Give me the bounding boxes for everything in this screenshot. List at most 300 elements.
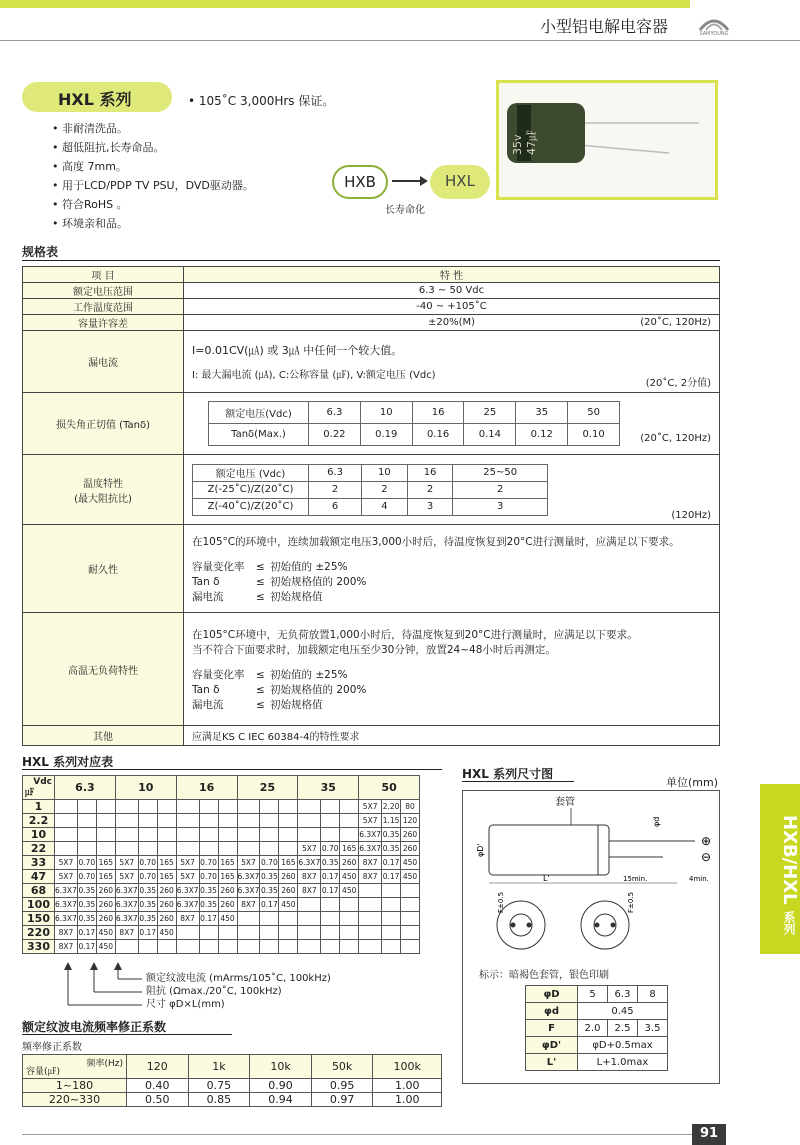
corr-cell: 8X7 bbox=[115, 926, 138, 940]
legend-ripple: 额定纹波电流 (mArms/105˚C, 100kHz) bbox=[146, 973, 331, 984]
corr-cell bbox=[199, 828, 218, 842]
samyoung-logo bbox=[694, 10, 734, 36]
spec-table bbox=[22, 266, 720, 746]
spec-label: 其他 bbox=[23, 726, 184, 746]
header-rule bbox=[0, 40, 800, 41]
corr-cell bbox=[218, 940, 237, 954]
corr-cap: 1 bbox=[23, 800, 55, 814]
corr-cell: 8X7 bbox=[359, 870, 382, 884]
corr-cell bbox=[298, 814, 321, 828]
corr-cell: 6.3X7 bbox=[359, 842, 382, 856]
corr-row bbox=[23, 870, 420, 884]
corr-cell: 0.35 bbox=[138, 912, 157, 926]
series-badge: HXL 系列 bbox=[22, 82, 172, 112]
corr-cell: 80 bbox=[401, 800, 420, 814]
corr-cell: 450 bbox=[157, 926, 176, 940]
flow-caption: 长寿命化 bbox=[385, 205, 425, 216]
flow-to-badge: HXL bbox=[430, 165, 490, 199]
feature-item: • 环境亲和品。 bbox=[52, 217, 128, 230]
corr-cell bbox=[199, 940, 218, 954]
corr-cell: 0.17 bbox=[260, 898, 279, 912]
corr-cell bbox=[401, 898, 420, 912]
corr-cell: 5X7 bbox=[55, 856, 78, 870]
temp-value: 4 bbox=[362, 498, 408, 515]
corr-cell bbox=[115, 828, 138, 842]
corr-cell bbox=[321, 814, 340, 828]
req-op: ≤ bbox=[256, 560, 265, 573]
dim-key: φD bbox=[526, 986, 578, 1003]
corr-cell: 165 bbox=[218, 870, 237, 884]
svg-text:4min.: 4min. bbox=[689, 875, 709, 883]
series-headline: • 105˚C 3,000Hrs 保证。 bbox=[188, 94, 335, 108]
corr-cell: 450 bbox=[218, 912, 237, 926]
corr-cell: 5X7 bbox=[237, 856, 260, 870]
leakage-formula: I=0.01CV(㎂) 或 3㎂ 中任何一个较大值。 bbox=[192, 344, 403, 357]
corner-uf: ㎌ bbox=[25, 788, 35, 798]
corr-cell bbox=[401, 940, 420, 954]
corr-cell: 0.35 bbox=[138, 898, 157, 912]
ripple-value: 1.00 bbox=[373, 1093, 442, 1107]
req-value: 初始规格值 bbox=[270, 698, 323, 711]
corr-cell bbox=[279, 926, 298, 940]
corr-cell: 165 bbox=[157, 856, 176, 870]
corr-cell bbox=[55, 842, 78, 856]
corr-cell bbox=[260, 912, 279, 926]
top-accent-bar bbox=[0, 0, 690, 8]
corr-cell: 8X7 bbox=[176, 912, 199, 926]
shelf-intro-2: 当不符合下面要求时，加载额定电压至少30分钟，放置24~48小时后再测定。 bbox=[192, 643, 556, 656]
temp-value: 2 bbox=[362, 481, 408, 498]
corr-cell: 6.3X7 bbox=[298, 856, 321, 870]
corr-cell bbox=[218, 828, 237, 842]
corr-cell bbox=[237, 912, 260, 926]
corr-cell bbox=[321, 828, 340, 842]
corr-cell bbox=[340, 814, 359, 828]
corr-row bbox=[23, 828, 420, 842]
corr-cell: 260 bbox=[279, 884, 298, 898]
corr-cell: 120 bbox=[401, 814, 420, 828]
svg-text:套管: 套管 bbox=[555, 797, 575, 808]
corr-cell bbox=[340, 898, 359, 912]
side-tab-sub: 系列 bbox=[782, 910, 796, 935]
corr-cell: 6.3X7 bbox=[115, 884, 138, 898]
ripple-corner-freq: 频率(Hz) bbox=[86, 1059, 123, 1069]
corr-cell: 260 bbox=[401, 842, 420, 856]
svg-text:⊕: ⊕ bbox=[701, 834, 712, 848]
corr-row bbox=[23, 912, 420, 926]
ripple-value: 0.85 bbox=[188, 1093, 250, 1107]
corr-voltage-header: 25 bbox=[237, 776, 298, 800]
req-op: ≤ bbox=[256, 668, 265, 681]
spec-section-title: 规格表 bbox=[22, 245, 59, 259]
corr-cell: 0.17 bbox=[321, 870, 340, 884]
dim-key: F bbox=[526, 1020, 578, 1037]
corr-cell: 6.3X7 bbox=[237, 870, 260, 884]
corr-cell bbox=[199, 800, 218, 814]
corr-cap: 2.2 bbox=[23, 814, 55, 828]
corr-cell bbox=[176, 926, 199, 940]
corr-cell: 260 bbox=[157, 898, 176, 912]
corr-cell: 8X7 bbox=[298, 870, 321, 884]
tan-voltage: 16 bbox=[412, 402, 464, 424]
corr-cell bbox=[96, 814, 115, 828]
temp-value: 2 bbox=[453, 481, 548, 498]
corr-cell: 0.70 bbox=[77, 856, 96, 870]
temp-row-label: Z(-40˚C)/Z(20˚C) bbox=[193, 498, 309, 515]
req-value: 初始规格值 bbox=[270, 590, 323, 603]
corr-cell bbox=[176, 828, 199, 842]
endurance-intro: 在105°C的环境中，连续加载额定电压3,000小时后，待温度恢复到20°C进行测量时，应满足以下要求。 bbox=[192, 535, 680, 548]
corr-cell: 0.17 bbox=[382, 856, 401, 870]
corr-cell bbox=[298, 828, 321, 842]
spec-col-char: 特 性 bbox=[184, 267, 720, 283]
corr-cap: 150 bbox=[23, 912, 55, 926]
svg-text:35v: 35v bbox=[511, 134, 524, 155]
corr-cell bbox=[96, 842, 115, 856]
corr-cell: 0.70 bbox=[77, 870, 96, 884]
req-label: 容量变化率 bbox=[192, 560, 245, 573]
spec-label: 漏电流 bbox=[23, 331, 184, 393]
ripple-value: 1.00 bbox=[373, 1079, 442, 1093]
spec-condition: (120Hz) bbox=[671, 510, 711, 521]
temp-value: 2 bbox=[309, 481, 362, 498]
corner-vdc: Vdc bbox=[33, 777, 52, 787]
corr-cell: 260 bbox=[96, 884, 115, 898]
corr-cell: 0.17 bbox=[382, 870, 401, 884]
spec-value: -40 ~ +105˚C bbox=[184, 299, 720, 315]
corr-cell bbox=[96, 828, 115, 842]
corr-cell: 165 bbox=[96, 856, 115, 870]
corr-cell bbox=[298, 926, 321, 940]
corr-cell bbox=[237, 940, 260, 954]
corr-cell bbox=[55, 800, 78, 814]
corr-cell bbox=[218, 842, 237, 856]
dim-value: 2.5 bbox=[608, 1020, 638, 1037]
corr-cell bbox=[157, 842, 176, 856]
corr-cell: 0.17 bbox=[77, 926, 96, 940]
req-label: 漏电流 bbox=[192, 698, 224, 711]
ripple-title: 额定纹波电流频率修正系数 bbox=[22, 1020, 167, 1034]
corr-cell bbox=[218, 800, 237, 814]
tan-value: 0.10 bbox=[568, 424, 620, 446]
corr-cell bbox=[321, 926, 340, 940]
legend-arrows bbox=[60, 958, 150, 1010]
spec-label: 高温无负荷特性 bbox=[23, 613, 184, 726]
dim-value: 8 bbox=[638, 986, 668, 1003]
side-tab-label: HXB/HXL bbox=[779, 815, 800, 905]
corr-cap: 68 bbox=[23, 884, 55, 898]
corr-voltage-header: 10 bbox=[115, 776, 176, 800]
unit-label: 单位(mm) bbox=[666, 776, 719, 789]
corr-cell: 5X7 bbox=[115, 856, 138, 870]
corr-cell bbox=[199, 814, 218, 828]
corr-cell: 165 bbox=[218, 856, 237, 870]
temp-row-label: 额定电压 (Vdc) bbox=[193, 464, 309, 481]
corr-cell bbox=[115, 940, 138, 954]
spec-title-rule bbox=[22, 260, 720, 261]
corr-row bbox=[23, 856, 420, 870]
shelf-intro: 在105°C环境中，无负荷放置1,000小时后，待温度恢复到20°C进行测量时，应满足以下要求。 bbox=[192, 628, 638, 641]
feature-item: • 用于LCD/PDP TV PSU，DVD驱动器。 bbox=[52, 179, 254, 192]
ripple-value: 0.90 bbox=[250, 1079, 312, 1093]
corr-cell bbox=[157, 800, 176, 814]
corr-cell bbox=[359, 940, 382, 954]
corr-cell: 0.17 bbox=[138, 926, 157, 940]
correspondence-legend bbox=[146, 972, 331, 1011]
temp-voltage: 10 bbox=[362, 464, 408, 481]
dimension-rule bbox=[462, 781, 574, 782]
temp-char-table bbox=[192, 464, 548, 516]
tan-voltage: 35 bbox=[516, 402, 568, 424]
corr-cell: 5X7 bbox=[115, 870, 138, 884]
corr-cell bbox=[401, 926, 420, 940]
corr-cap: 10 bbox=[23, 828, 55, 842]
dimension-box bbox=[462, 790, 720, 1084]
corr-cell bbox=[115, 814, 138, 828]
legend-size: 尺寸 φD×L(mm) bbox=[146, 999, 225, 1010]
ripple-cap: 1~180 bbox=[23, 1079, 127, 1093]
svg-text:15min.: 15min. bbox=[623, 875, 648, 883]
corr-cell bbox=[279, 828, 298, 842]
corr-cell bbox=[138, 842, 157, 856]
corr-cell: 6.3X7 bbox=[176, 898, 199, 912]
corr-cell: 165 bbox=[279, 856, 298, 870]
corr-cell: 165 bbox=[96, 870, 115, 884]
spec-label: 容量许容差 bbox=[23, 315, 184, 331]
corr-cell: 165 bbox=[340, 842, 359, 856]
correspondence-rule bbox=[22, 769, 442, 770]
corr-cell bbox=[401, 912, 420, 926]
corr-cell bbox=[77, 828, 96, 842]
corr-cell bbox=[176, 814, 199, 828]
req-label: Tan δ bbox=[192, 575, 220, 588]
page-header-title: 小型铝电解电容器 bbox=[540, 17, 669, 36]
corr-cell: 0.70 bbox=[138, 870, 157, 884]
tan-row-label: Tanδ(Max.) bbox=[209, 424, 309, 446]
ripple-value: 0.50 bbox=[127, 1093, 189, 1107]
corr-row bbox=[23, 898, 420, 912]
corr-cell: 0.35 bbox=[77, 912, 96, 926]
corr-cell: 260 bbox=[218, 898, 237, 912]
dim-value: L+1.0max bbox=[578, 1054, 668, 1071]
corr-cell bbox=[279, 814, 298, 828]
req-label: 容量变化率 bbox=[192, 668, 245, 681]
tan-value: 0.19 bbox=[360, 424, 412, 446]
tan-value: 0.16 bbox=[412, 424, 464, 446]
ripple-value: 0.95 bbox=[311, 1079, 373, 1093]
dim-key: φd bbox=[526, 1003, 578, 1020]
corr-cell bbox=[321, 912, 340, 926]
dim-value: 2.0 bbox=[578, 1020, 608, 1037]
svg-text:SAMYOUNG: SAMYOUNG bbox=[699, 31, 729, 36]
corr-cell: 5X7 bbox=[55, 870, 78, 884]
ripple-value: 0.40 bbox=[127, 1079, 189, 1093]
feature-item: • 超低阻抗,长寿命品。 bbox=[52, 141, 165, 154]
temp-value: 6 bbox=[309, 498, 362, 515]
corr-cap: 220 bbox=[23, 926, 55, 940]
req-label: Tan δ bbox=[192, 683, 220, 696]
corr-cell bbox=[382, 926, 401, 940]
corr-cell: 0.35 bbox=[199, 884, 218, 898]
corr-cell: 0.35 bbox=[260, 884, 279, 898]
corr-cell: 5X7 bbox=[298, 842, 321, 856]
corr-cell: 2.20 bbox=[382, 800, 401, 814]
req-op: ≤ bbox=[256, 698, 265, 711]
temp-value: 2 bbox=[407, 481, 453, 498]
corr-cell bbox=[157, 828, 176, 842]
corr-cell: 6.3X7 bbox=[359, 828, 382, 842]
spec-label: 损失角正切值 (Tanδ) bbox=[23, 393, 184, 455]
spec-value: ±20%(M) bbox=[427, 317, 476, 328]
corr-cell: 260 bbox=[96, 898, 115, 912]
corr-row bbox=[23, 800, 420, 814]
corr-cell bbox=[237, 926, 260, 940]
corr-cell bbox=[138, 940, 157, 954]
dim-value: φD+0.5max bbox=[578, 1037, 668, 1054]
corr-cell bbox=[237, 828, 260, 842]
corr-cell: 0.35 bbox=[321, 856, 340, 870]
corr-cell bbox=[138, 800, 157, 814]
corr-cell bbox=[359, 926, 382, 940]
feature-list bbox=[52, 119, 254, 233]
tan-voltage: 50 bbox=[568, 402, 620, 424]
tan-table bbox=[208, 401, 620, 446]
corr-row bbox=[23, 842, 420, 856]
corr-cell bbox=[359, 912, 382, 926]
corr-cell bbox=[138, 814, 157, 828]
corr-cell: 6.3X7 bbox=[55, 912, 78, 926]
spec-label: 额定电压范围 bbox=[23, 283, 184, 299]
svg-text:⊖: ⊖ bbox=[701, 850, 712, 864]
corr-cap: 33 bbox=[23, 856, 55, 870]
req-op: ≤ bbox=[256, 575, 265, 588]
correspondence-table bbox=[22, 775, 420, 954]
corr-cell: 260 bbox=[340, 856, 359, 870]
corr-cell: 0.35 bbox=[260, 870, 279, 884]
page-number: 91 bbox=[692, 1124, 726, 1145]
corr-cell bbox=[340, 926, 359, 940]
corr-cell: 6.3X7 bbox=[55, 884, 78, 898]
dim-value: 0.45 bbox=[578, 1003, 668, 1020]
corr-cell bbox=[401, 884, 420, 898]
corr-cell: 8X7 bbox=[55, 926, 78, 940]
dimension-drawing bbox=[463, 791, 719, 961]
tan-voltage: 25 bbox=[464, 402, 516, 424]
temp-row-label: Z(-25˚C)/Z(20˚C) bbox=[193, 481, 309, 498]
ripple-freq: 100k bbox=[373, 1055, 442, 1079]
marking-note: 标示：暗褐色套管，银色印刷 bbox=[479, 970, 609, 981]
corr-cell bbox=[298, 800, 321, 814]
corr-cell bbox=[279, 842, 298, 856]
capacitor-image bbox=[499, 83, 715, 197]
req-value: 初始值的 ±25% bbox=[270, 668, 348, 681]
corr-cell: 5X7 bbox=[176, 870, 199, 884]
dimension-table bbox=[525, 985, 668, 1071]
corr-cell bbox=[340, 940, 359, 954]
spec-value: 应满足KS C IEC 60384-4的特性要求 bbox=[184, 726, 720, 746]
corr-cell: 260 bbox=[157, 912, 176, 926]
corr-cell: 450 bbox=[401, 856, 420, 870]
req-value: 初始规格值的 200% bbox=[270, 683, 367, 696]
dim-key: φD' bbox=[526, 1037, 578, 1054]
corr-cell bbox=[260, 800, 279, 814]
corr-cell: 0.70 bbox=[199, 870, 218, 884]
corr-cell bbox=[138, 828, 157, 842]
corr-cell bbox=[77, 814, 96, 828]
corr-voltage-header: 6.3 bbox=[55, 776, 116, 800]
corr-cell: 0.70 bbox=[321, 842, 340, 856]
svg-text:φd: φd bbox=[652, 816, 661, 827]
corr-cell: 0.17 bbox=[321, 884, 340, 898]
feature-item: • 高度 7mm。 bbox=[52, 160, 127, 173]
corr-cell bbox=[260, 926, 279, 940]
spec-value: 6.3 ~ 50 Vdc bbox=[184, 283, 720, 299]
svg-text:F±0.5: F±0.5 bbox=[497, 891, 505, 913]
corr-cell: 450 bbox=[340, 870, 359, 884]
corr-cell bbox=[55, 828, 78, 842]
corr-cell bbox=[298, 940, 321, 954]
corr-corner bbox=[23, 776, 55, 800]
corr-cell: 8X7 bbox=[237, 898, 260, 912]
corr-cell: 0.70 bbox=[260, 856, 279, 870]
corr-cell bbox=[77, 800, 96, 814]
corr-cell: 1.15 bbox=[382, 814, 401, 828]
flow-from-badge: HXB bbox=[332, 165, 388, 199]
corr-cell: 450 bbox=[340, 884, 359, 898]
ripple-freq: 50k bbox=[311, 1055, 373, 1079]
corr-cell: 0.35 bbox=[77, 884, 96, 898]
corr-cell bbox=[279, 800, 298, 814]
corr-cell bbox=[340, 828, 359, 842]
corr-cell bbox=[115, 800, 138, 814]
temp-voltage: 16 bbox=[407, 464, 453, 481]
corr-voltage-header: 50 bbox=[359, 776, 420, 800]
corr-cell: 0.35 bbox=[199, 898, 218, 912]
corr-cell bbox=[260, 842, 279, 856]
ripple-cap: 220~330 bbox=[23, 1093, 127, 1107]
corr-cell bbox=[279, 912, 298, 926]
tan-value: 0.12 bbox=[516, 424, 568, 446]
corr-cell bbox=[260, 828, 279, 842]
corr-cell bbox=[157, 814, 176, 828]
corr-cell bbox=[382, 940, 401, 954]
corr-cell bbox=[321, 800, 340, 814]
ripple-freq: 1k bbox=[188, 1055, 250, 1079]
corr-row bbox=[23, 940, 420, 954]
req-op: ≤ bbox=[256, 683, 265, 696]
series-side-tab bbox=[760, 784, 800, 954]
ripple-rule bbox=[22, 1034, 232, 1035]
corr-cell bbox=[298, 898, 321, 912]
arrow-right-icon bbox=[420, 176, 428, 186]
corr-cell bbox=[260, 940, 279, 954]
corr-cell bbox=[176, 842, 199, 856]
corr-cell bbox=[176, 800, 199, 814]
spec-condition: (20˚C, 120Hz) bbox=[640, 317, 711, 328]
corr-cell bbox=[382, 912, 401, 926]
corr-cell bbox=[340, 800, 359, 814]
corr-cell bbox=[382, 898, 401, 912]
corr-cell: 0.35 bbox=[138, 884, 157, 898]
corr-row bbox=[23, 884, 420, 898]
corr-cell bbox=[340, 912, 359, 926]
temp-voltage: 25~50 bbox=[453, 464, 548, 481]
corr-cell bbox=[359, 884, 382, 898]
corr-cell: 0.70 bbox=[138, 856, 157, 870]
spec-condition: (20˚C, 2分值) bbox=[645, 378, 711, 389]
corr-cell bbox=[157, 940, 176, 954]
corr-cell: 0.70 bbox=[199, 856, 218, 870]
